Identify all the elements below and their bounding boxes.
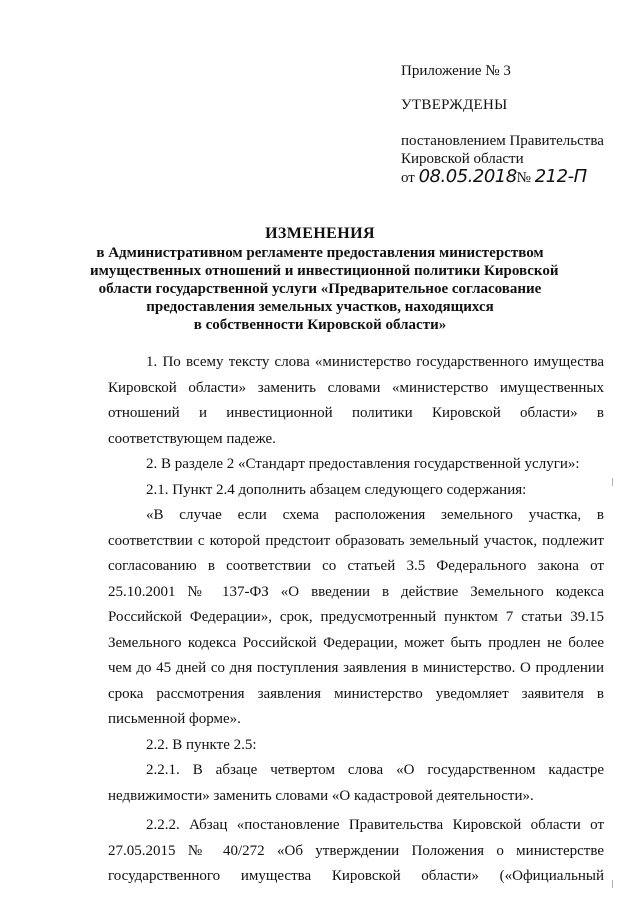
scan-mark: [612, 880, 613, 888]
scan-mark: [612, 478, 613, 486]
date-prefix: от: [401, 170, 415, 186]
document-body: [108, 350, 604, 890]
approved-region-line: Кировской области: [401, 151, 524, 167]
paragraph-5: 2.2. В пункте 2.5:: [146, 736, 257, 753]
handwritten-date: 08.05.2018: [418, 166, 517, 187]
paragraph-4: «В случае если схема расположения земельного участка, в соответствии с которой предстоит образовать земельный участок, подлежит согласованию в соответствии со статьей 3.5 Федерального закона от 25.10.2001 № 137-ФЗ «О введении в действие Земельного кодекса Российской Федерации», срок, предусмотренный пунктом 7 статьи 39.15 Земельного кодекса Российской Федерации, может быть продлен не более чем до 45 дней со дня поступления заявления в министерство. О продлении срока рассмотрения заявления министерство уведомляет заявителя в письменной форме».: [108, 507, 604, 727]
approval-date-line: [401, 168, 587, 187]
title-line: предоставления земельных участков, находящихся: [146, 299, 494, 315]
document-title: ИЗМЕНЕНИЯ: [265, 225, 375, 242]
handwritten-number: 212-П: [534, 166, 587, 187]
annex-number: Приложение № 3: [401, 63, 511, 79]
document-title-block: [90, 225, 559, 334]
title-line: в Административном регламенте предоставления министерством: [96, 245, 544, 261]
paragraph-6: 2.2.1. В абзаце четвертом слова «О государственном кадастре недвижимости» заменить словами «О кадастровой деятельности».: [108, 762, 604, 804]
title-line: имущественных отношений и инвестиционной политики Кировской: [90, 263, 559, 279]
paragraph-3: 2.1. Пункт 2.4 дополнить абзацем следующего содержания:: [146, 481, 527, 498]
paragraph-1: 1. По всему тексту слова «министерство государственного имущества Кировской области» заменить словами «министерство имущественных отношений и инвестиционной политики Кировской области» в соответствующем падеже.: [108, 354, 604, 447]
title-line: в собственности Кировской области»: [193, 317, 447, 333]
title-line: области государственной услуги «Предварительное согласование: [98, 281, 542, 297]
number-prefix: №: [516, 170, 531, 186]
paragraph-2: 2. В разделе 2 «Стандарт предоставления государственной услуги»:: [146, 456, 580, 472]
approved-label: УТВЕРЖДЕНЫ: [401, 97, 508, 113]
approved-by-line: постановлением Правительства: [401, 133, 604, 149]
paragraph-7: 2.2.2. Абзац «постановление Правительства Кировской области от 27.05.2015 № 40/272 «Об утверждении Положения о министерстве государственного имущества Кировской области» («Официальный: [108, 817, 604, 884]
